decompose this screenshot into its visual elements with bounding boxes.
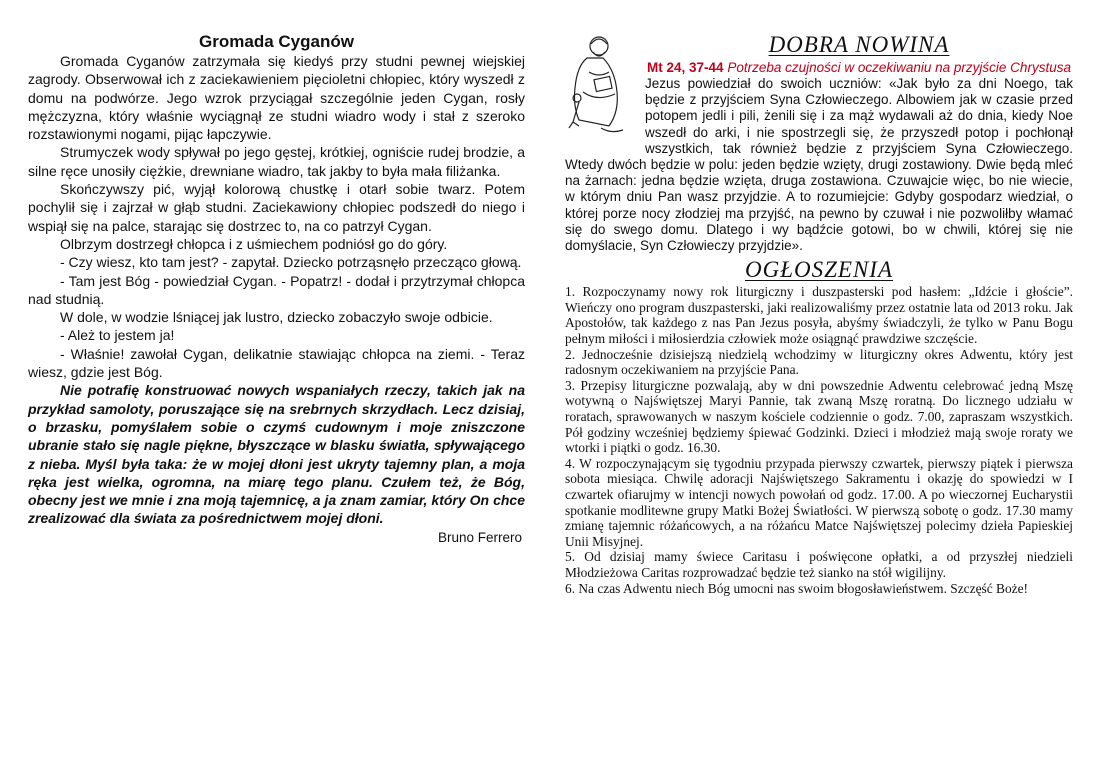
story-paragraph: W dole, w wodzie lśniącej jak lustro, dziecko zobaczyło swoje odbicie. [60,309,493,326]
announcement-item: 1. Rozpoczynamy nowy rok liturgiczny i duszpasterski pod hasłem: „Idźcie i głoście”. Wieńczy ono program duszpasterski, jaki realizowaliśmy przez ostatnie lata od 2013 roku. Jak Apostołów, tak każdego z nas Pan Jezus posyła, abyśmy świadczyli, że tylko w Panu Bogu pełnym miłości i miłosierdzia człowiek może osiągnąć prawdziwe szczęście. [565,284,1073,347]
story-title: Gromada Cyganów [199,32,354,51]
story-paragraph: - Właśnie! zawołał Cygan, delikatnie stawiając chłopca na ziemi. - Teraz wiesz, gdzie jest Bóg. [28,345,525,381]
saint-peter-illustration [565,32,637,140]
story-paragraph: Strumyczek wody spływał po jego gęstej, krótkiej, ogniście rudej brodzie, a silne ręce unosiły ciężkie, drewniane wiadro, tak jakby to była mała filiżanka. [28,144,525,179]
announcements-list [565,284,1073,596]
left-page [28,32,525,777]
gospel-subtitle: Potrzeba czujności w oczekiwaniu na przyjście Chrystusa [727,60,1071,75]
announcement-item: 4. W rozpoczynającym się tygodniu przypada pierwszy czwartek, pierwszy piątek i pierwsza sobota miesiąca. Chwilę adoracji Najświętszego Sakramentu i okazję do spowiedzi w I czwartek ofiarujmy w intencji nowych powołań od godz. 17.00. A po wieczornej Eucharystii spotkanie modlitewne grupy Matki Bożej Światłości. W pierwszą sobotę o godz. 17.30 mamy zmianę tajemnic różańcowych, a na różańcu Matce Najświętszej polecimy dzieła Papieskiej Unii Misyjnej. [565,455,1073,549]
announcement-item: 5. Od dzisiaj mamy świece Caritasu i poświęcone opłatki, a od przyszłej niedzieli Młodzieżowa Caritas rozprowadzać będzie też sianko na stół wigilijny. [565,549,1073,580]
announcement-item: 3. Przepisy liturgiczne pozwalają, aby w dni powszednie Adwentu celebrować jedną Mszę wotywną o Najświętszej Maryi Pannie, tak zwaną Mszę roratną. Do licznego udziału w roratach, sprawowanych w naszym kościele codziennie o godz. 7.00, zapraszam wszystkich. Pół godziny wcześniej będziemy śpiewać Godzinki. Dzieci i młodzież mają swoje roraty we wtorki i piątki o godz. 16.30. [565,377,1073,456]
gospel-reference [565,60,1073,76]
story-paragraph: Olbrzym dostrzegł chłopca i z uśmiechem podniósł go do góry. [60,235,448,252]
announcement-item: 2. Jednocześnie dzisiejszą niedzielą wchodzimy w liturgiczny okres Adwentu, który jest radosnym oczekiwaniem na przyjście Pana. [565,346,1073,378]
story-paragraph: - Tam jest Bóg - powiedział Cygan. - Popatrz! - dodał i przytrzymał chłopca nad studnią. [28,272,525,307]
gospel-citation: Mt 24, 37-44 [647,60,724,75]
gospel-heading: DOBRA NOWINA [768,32,950,57]
announcements-heading: OGŁOSZENIA [744,257,893,283]
story-body [28,52,525,528]
story-paragraph: - Ależ to jestem ja! [60,327,175,344]
story-paragraph: Gromada Cyganów zatrzymała się kiedyś przy studni pewnej wiejskiej zagrody. Obserwował ich z zaciekawieniem pięcioletni chłopiec, który wyszedł z domu na podwórze. Jego wzrok przyciągał szczególnie jeden Cygan, rosły mężczyzna, który właśnie wyciągnął ze studni wiadro wody i stał z szeroko rozstawionymi nogami, pijąc łapczywie. [28,53,525,143]
gospel-text: Jezus powiedział do swoich uczniów: «Jak było za dni Noego, tak będzie z przyjściem Syna Człowieczego. Albowiem jak w czasie przed potopem jedli i pili, żenili się i za mąż wydawali aż do dnia, kiedy Noe wszedł do arki, i nie spostrzegli się, że przyszedł potop i pochłonął wszystkich, tak również będzie z przyjściem Syna Człowieczego. Wtedy dwóch będzie w polu: jeden będzie wzięty, drugi zostawiony. Dwie będą mleć na żarnach: jedna będzie wzięta, druga zostawiona. Czuwajcie więc, bo nie wiecie, w którym dniu Pan wasz przyjdzie. A to rozumiejcie: Gdyby gospodarz wiedział, o której porze nocy złodziej ma przyjść, na pewno by czuwał i nie pozwoliłby włamać się do swego domu. Dlatego i wy bądźcie gotowi, bo w chwili, której się nie domyślacie, Syn Człowieczy przyjdzie». [565,76,1073,254]
announcement-item: 6. Na czas Adwentu niech Bóg umocni nas swoim błogosławieństwem. Szczęść Boże! [565,580,1028,596]
author: Bruno Ferrero [437,529,522,545]
story-paragraph: - Czy wiesz, kto tam jest? - zapytał. Dziecko potrząsnęło przecząco głową. [60,254,522,271]
right-page [565,32,1073,777]
story-paragraph: Skończywszy pić, wyjął kolorową chustkę i otarł sobie twarz. Potem pochylił się i zajrzał w głąb studni. Zaciekawiony chłopiec podszedł do niego i wspiął się na palce, starając się dostrzec to, na co patrzył Cygan. [28,181,525,234]
story-reflection: Nie potrafię konstruować nowych wspaniałych rzeczy, takich jak na przykład samoloty, poruszające się na srebrnych skrzydłach. Lecz dzisiaj, o brzasku, pomyślałem sobie o czymś cudownym i moje zniszczone ubranie stało się nagle piękne, błyszczące w blasku światła, spływającego z nieba. Myśl była taka: że w mojej dłoni jest ukryty tajemny plan, a moja ręka jest wielka, ogromna, na miarę tego planu. Czułem też, że Bóg, obecny jest we mnie i zna moją tajemnicę, a ja znam zamiar, który On chce zrealizować dla świata za pośrednictwem mojej dłoni. [28,382,525,527]
